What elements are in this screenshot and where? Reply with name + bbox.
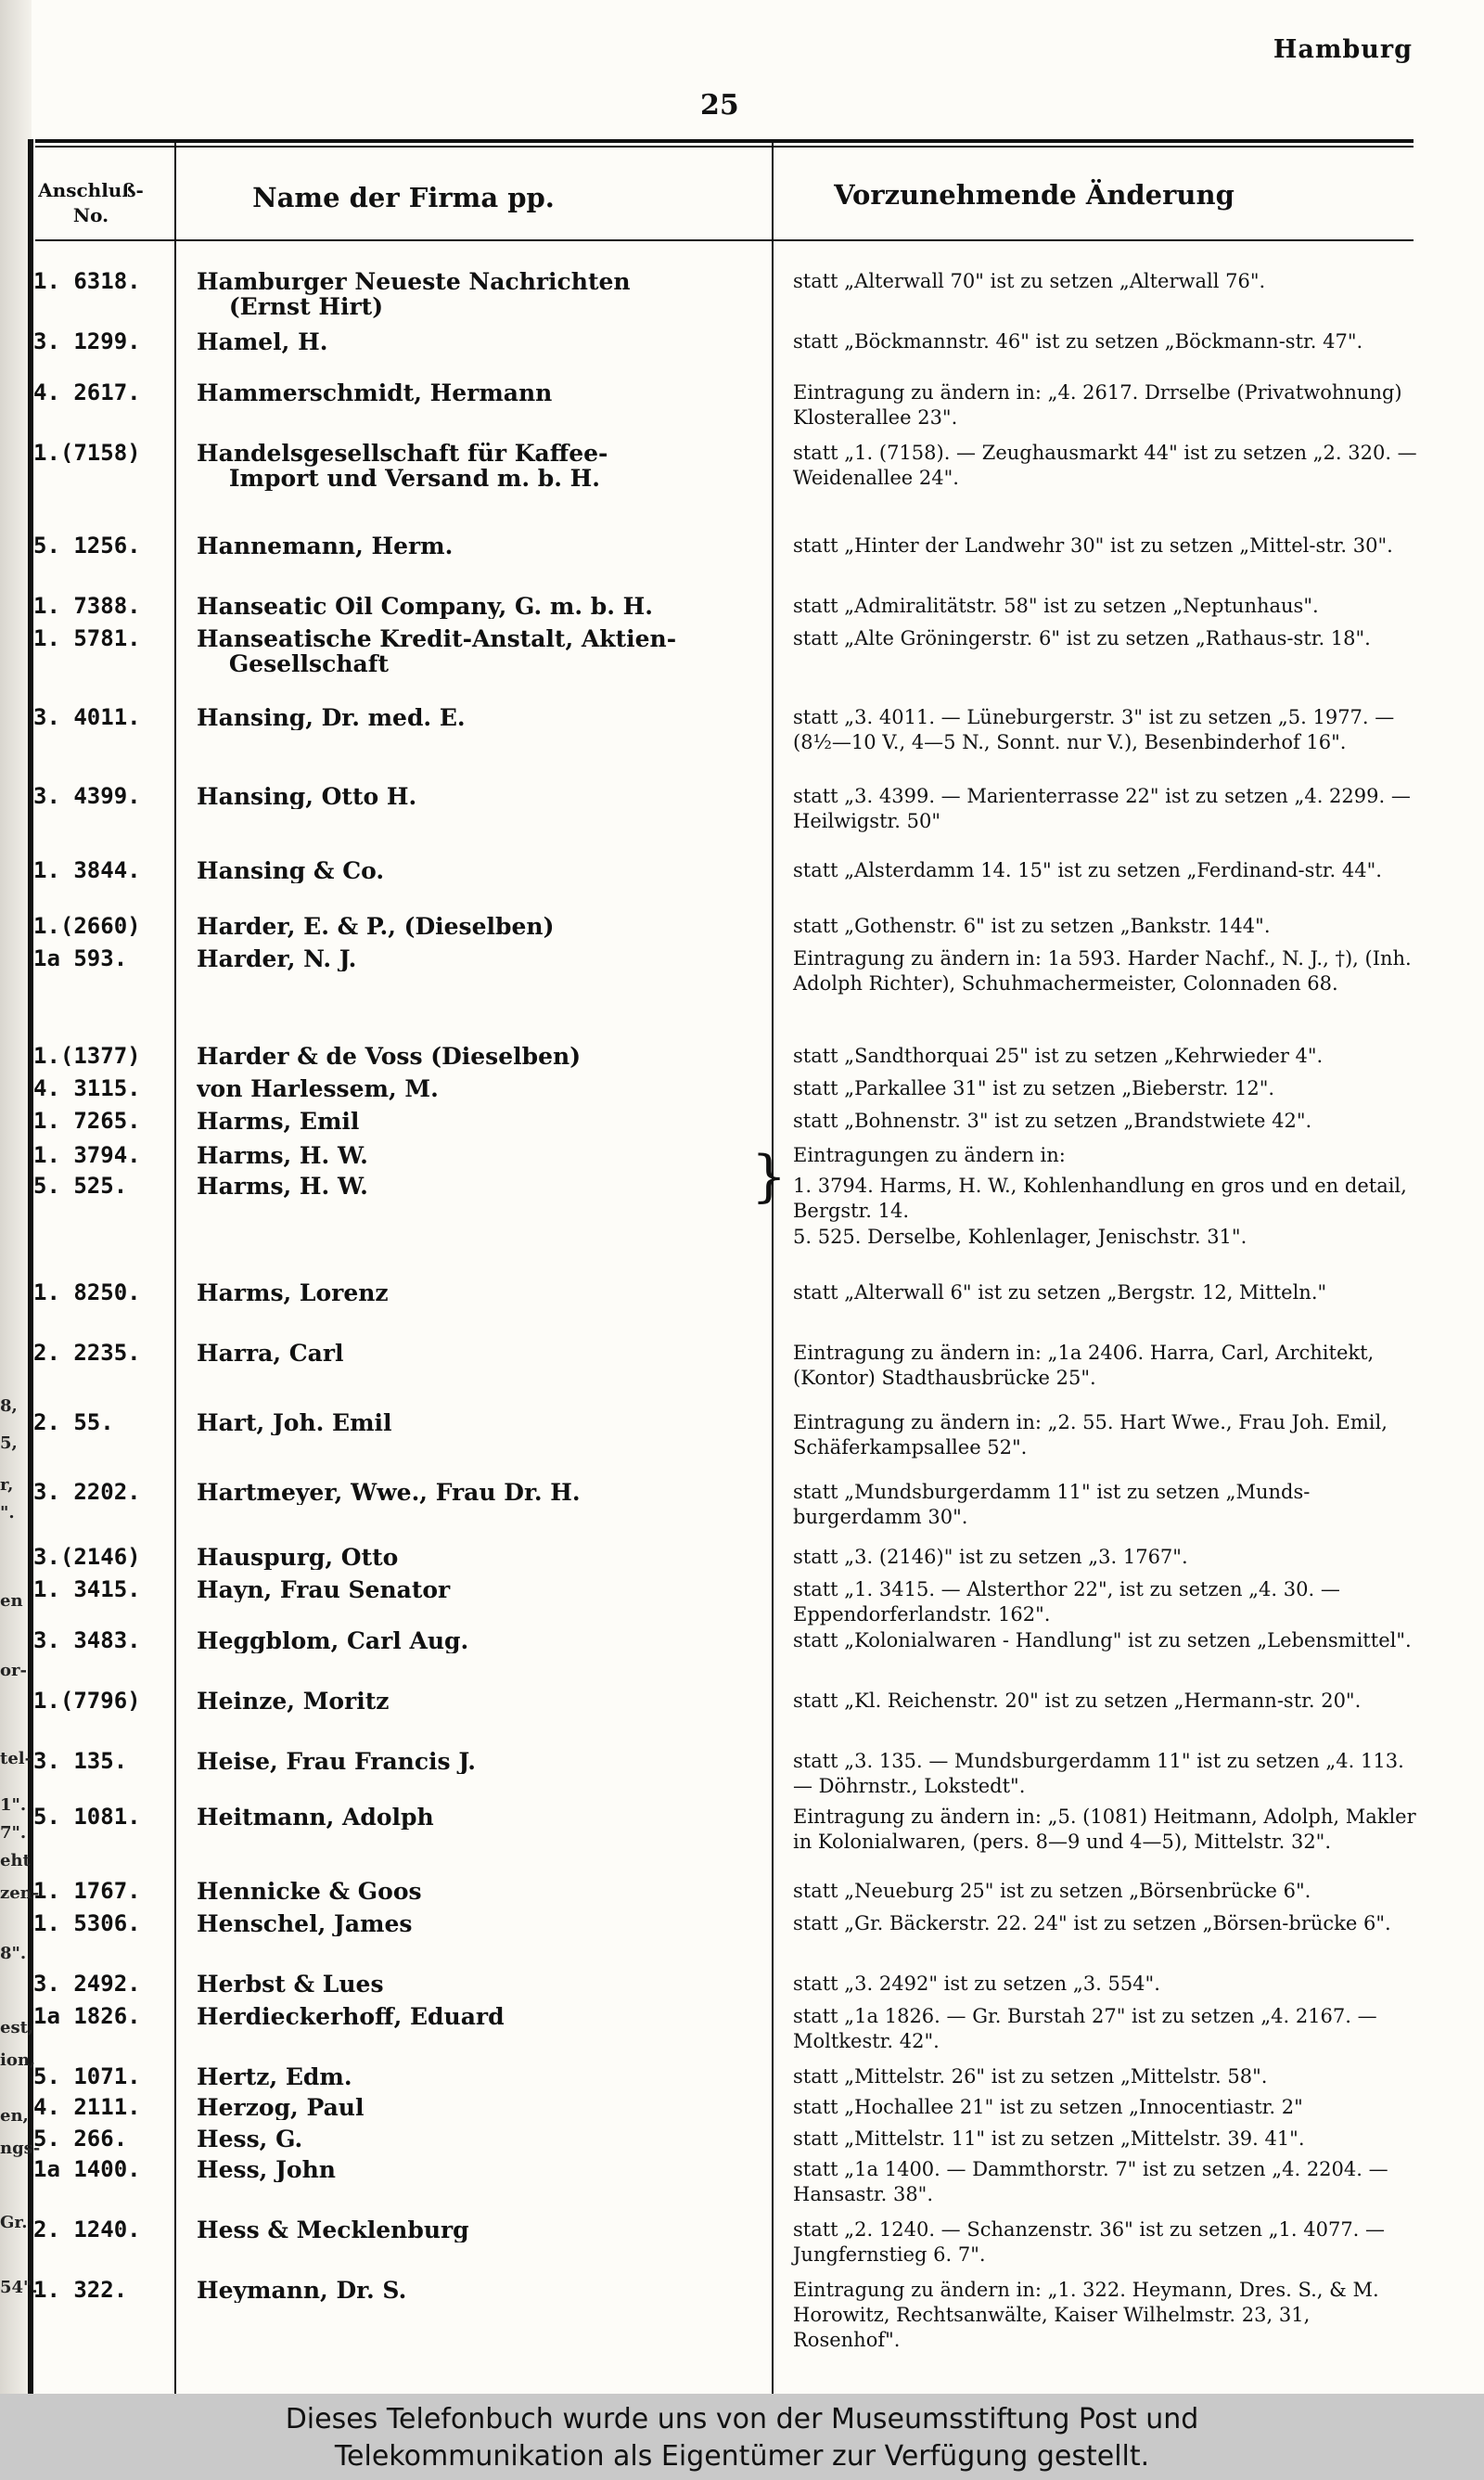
margin-fragment: ". bbox=[0, 1503, 15, 1523]
header-anschluss-no bbox=[37, 178, 145, 228]
firm-name: Hennicke & Goos bbox=[197, 1879, 422, 1904]
anschluss-number: 1.(2660) bbox=[33, 913, 141, 939]
anschluss-number: 3. 2492. bbox=[33, 1971, 141, 1997]
anschluss-number: 5. 266. bbox=[33, 2126, 128, 2152]
firm-name: Heitmann, Adolph bbox=[197, 1805, 434, 1830]
firm-name: Heggblom, Carl Aug. bbox=[197, 1628, 469, 1653]
change-text: statt „Böckmannstr. 46" ist zu setzen „Böckmann-str. 47". bbox=[793, 330, 1363, 353]
header-firm-name: Name der Firma pp. bbox=[252, 182, 555, 213]
change-text: statt „Alte Gröningerstr. 6" ist zu setzen „Rathaus-str. 18". bbox=[793, 627, 1371, 649]
firm-name: Hayn, Frau Senator bbox=[197, 1577, 451, 1602]
margin-fragment: r, bbox=[0, 1475, 14, 1495]
firm-name: Hartmeyer, Wwe., Frau Dr. H. bbox=[197, 1480, 581, 1505]
change-text: 5. 525. Derselbe, Kohlenlager, Jenischstr. 31". bbox=[793, 1226, 1247, 1248]
margin-fragment: 1". bbox=[0, 1795, 27, 1815]
anschluss-number: 1a 1400. bbox=[33, 2156, 141, 2182]
header-rule bbox=[35, 239, 1414, 241]
firm-name: Hertz, Edm. bbox=[197, 2064, 352, 2089]
change-text: Eintragung zu ändern in: „1. 322. Heymann, Dres. S., & M. Horowitz, Rechtsanwälte, Kaiser Wilhelmstr. 23, 31, Rosenhof". bbox=[793, 2279, 1379, 2351]
firm-name: Hess & Mecklenburg bbox=[197, 2217, 469, 2242]
anschluss-number: 1. 3794. bbox=[33, 1142, 141, 1168]
column-divider-2 bbox=[772, 141, 774, 2394]
column-divider-1 bbox=[174, 141, 176, 2394]
change-text: statt „3. 2492" ist zu setzen „3. 554". bbox=[793, 1972, 1160, 1995]
change-text: Eintragung zu ändern in: „2. 55. Hart Wwe., Frau Joh. Emil, Schäferkampsallee 52". bbox=[793, 1411, 1388, 1458]
change-text: statt „Hochallee 21" ist zu setzen „Innocentiastr. 2" bbox=[793, 2096, 1303, 2118]
firm-name: Harder, E. & P., (Dieselben) bbox=[197, 914, 555, 939]
firm-name: von Harlessem, M. bbox=[197, 1076, 439, 1101]
firm-name: Hansing, Dr. med. E. bbox=[197, 705, 466, 730]
firm-name: Harms, Emil bbox=[197, 1109, 360, 1134]
anschluss-number: 1. 6318. bbox=[33, 268, 141, 294]
anschluss-number: 1. 5306. bbox=[33, 1910, 141, 1936]
change-text: Eintragung zu ändern in: „4. 2617. Drrselbe (Privatwohnung) Klosterallee 23". bbox=[793, 381, 1402, 429]
firm-name: Handelsgesellschaft für Kaffee- Import und Versand m. b. H. bbox=[197, 441, 608, 491]
firm-name: Hess, G. bbox=[197, 2127, 303, 2152]
change-text: statt „3. (2146)" ist zu setzen „3. 1767". bbox=[793, 1546, 1188, 1568]
margin-fragment: 8". bbox=[0, 1944, 27, 1963]
firm-name: Harra, Carl bbox=[197, 1341, 344, 1366]
firm-name: Herzog, Paul bbox=[197, 2095, 365, 2120]
firm-name: Herbst & Lues bbox=[197, 1972, 384, 1997]
firm-name: Hart, Joh. Emil bbox=[197, 1410, 392, 1435]
change-text: statt „1a 1400. — Dammthorstr. 7" ist zu setzen „4. 2204. — Hansastr. 38". bbox=[793, 2158, 1388, 2205]
margin-fragment: en, bbox=[0, 2106, 29, 2126]
firm-name: Hamburger Neueste Nachrichten (Ernst Hirt) bbox=[197, 269, 631, 319]
margin-fragment: ion, bbox=[0, 2050, 36, 2070]
change-text: statt „Mundsburgerdamm 11" ist zu setzen „Munds-burgerdamm 30". bbox=[793, 1481, 1311, 1528]
anschluss-number: 3. 2202. bbox=[33, 1479, 141, 1505]
change-text: statt „2. 1240. — Schanzenstr. 36" ist zu setzen „1. 4077. — Jungfernstieg 6. 7". bbox=[793, 2218, 1386, 2266]
anschluss-number: 5. 1071. bbox=[33, 2063, 141, 2089]
margin-fragment: zen- bbox=[0, 1883, 40, 1903]
anschluss-number: 4. 3115. bbox=[33, 1075, 141, 1101]
firm-name: Hanseatic Oil Company, G. m. b. H. bbox=[197, 594, 653, 619]
firm-name: Harms, H. W. bbox=[197, 1174, 368, 1199]
change-text: statt „Gothenstr. 6" ist zu setzen „Bankstr. 144". bbox=[793, 915, 1271, 937]
change-text: statt „Admiralitätstr. 58" ist zu setzen „Neptunhaus". bbox=[793, 595, 1319, 617]
change-text: statt „Kolonialwaren - Handlung" ist zu setzen „Lebensmittel". bbox=[793, 1629, 1412, 1651]
anschluss-number: 4. 2111. bbox=[33, 2094, 141, 2120]
firm-name: Hansing & Co. bbox=[197, 858, 385, 883]
firm-name: Heymann, Dr. S. bbox=[197, 2278, 407, 2303]
anschluss-number: 1. 3844. bbox=[33, 857, 141, 883]
anschluss-number: 2. 1240. bbox=[33, 2217, 141, 2242]
change-text: statt „Mittelstr. 26" ist zu setzen „Mittelstr. 58". bbox=[793, 2065, 1268, 2088]
change-text: statt „3. 4399. — Marienterrasse 22" ist zu setzen „4. 2299. — Heilwigstr. 50" bbox=[793, 785, 1411, 832]
anschluss-number: 3. 4011. bbox=[33, 704, 141, 730]
firm-name: Hamel, H. bbox=[197, 329, 328, 354]
change-text: statt „1a 1826. — Gr. Burstah 27" ist zu setzen „4. 2167. — Moltkestr. 42". bbox=[793, 2005, 1377, 2052]
anschluss-number: 3. 3483. bbox=[33, 1627, 141, 1653]
change-text: statt „Mittelstr. 11" ist zu setzen „Mittelstr. 39. 41". bbox=[793, 2127, 1305, 2150]
change-text: statt „Neueburg 25" ist zu setzen „Börsenbrücke 6". bbox=[793, 1880, 1311, 1902]
change-text: Eintragung zu ändern in: „1a 2406. Harra, Carl, Architekt, (Kontor) Stadthausbrücke 25". bbox=[793, 1342, 1375, 1389]
margin-fragment: or- bbox=[0, 1661, 27, 1680]
anschluss-number: 4. 2617. bbox=[33, 379, 141, 405]
margin-fragment: 7". bbox=[0, 1823, 27, 1843]
change-text: Eintragung zu ändern in: 1a 593. Harder Nachf., N. J., †), (Inh. Adolph Richter), Schuhmachermeister, Colonnaden 68. bbox=[793, 947, 1412, 995]
change-text: Eintragung zu ändern in: „5. (1081) Heitmann, Adolph, Makler in Kolonialwaren, (pers. 8—9 und 4—5), Mittelstr. 32". bbox=[793, 1805, 1416, 1853]
firm-name: Harms, Lorenz bbox=[197, 1280, 389, 1305]
margin-fragment: 54". bbox=[0, 2278, 38, 2297]
margin-fragment: est, bbox=[0, 2018, 34, 2037]
firm-name: Heinze, Moritz bbox=[197, 1689, 390, 1714]
change-text: statt „Kl. Reichenstr. 20" ist zu setzen „Hermann-str. 20". bbox=[793, 1690, 1362, 1712]
margin-fragment: tel- bbox=[0, 1749, 32, 1768]
firm-name: Harder, N. J. bbox=[197, 946, 357, 971]
firm-name: Harder & de Voss (Dieselben) bbox=[197, 1044, 582, 1069]
footer-line-1: Dieses Telefonbuch wurde uns von der Museumsstiftung Post und bbox=[285, 2403, 1199, 2435]
firm-name: Henschel, James bbox=[197, 1911, 413, 1936]
anschluss-number: 1.(1377) bbox=[33, 1043, 141, 1069]
anschluss-number: 1. 7265. bbox=[33, 1108, 141, 1134]
margin-fragment: en bbox=[0, 1591, 23, 1611]
firm-name: Hannemann, Herm. bbox=[197, 533, 454, 559]
firm-name: Hess, John bbox=[197, 2157, 336, 2182]
change-text: statt „1. 3415. — Alsterthor 22", ist zu setzen „4. 30. — Eppendorferlandstr. 162". bbox=[793, 1578, 1340, 1625]
page-city: Hamburg bbox=[1273, 35, 1413, 64]
anschluss-number: 1a 1826. bbox=[33, 2003, 141, 2029]
firm-name: Hauspurg, Otto bbox=[197, 1545, 399, 1570]
footer-line-2: Telekommunikation als Eigentümer zur Verfügung gestellt. bbox=[334, 2440, 1150, 2473]
anschluss-number: 5. 525. bbox=[33, 1173, 128, 1199]
anschluss-number: 2. 55. bbox=[33, 1409, 114, 1435]
margin-fragment: ngs- bbox=[0, 2139, 41, 2158]
firm-name: Hanseatische Kredit-Anstalt, Aktien- Gesellschaft bbox=[197, 626, 677, 676]
firm-name: Hansing, Otto H. bbox=[197, 784, 417, 809]
margin-fragment: 5, bbox=[0, 1433, 18, 1453]
footer-notice bbox=[0, 2394, 1484, 2480]
anschluss-number: 1.(7796) bbox=[33, 1688, 141, 1714]
change-text: statt „Parkallee 31" ist zu setzen „Bieberstr. 12". bbox=[793, 1077, 1275, 1099]
anschluss-number: 1. 322. bbox=[33, 2277, 128, 2303]
margin-fragment: 8, bbox=[0, 1396, 18, 1416]
change-text: statt „3. 135. — Mundsburgerdamm 11" ist zu setzen „4. 113. — Döhrnstr., Lokstedt". bbox=[793, 1750, 1404, 1797]
brace-harms: } bbox=[751, 1144, 787, 1209]
change-text: statt „Gr. Bäckerstr. 22. 24" ist zu setzen „Börsen-brücke 6". bbox=[793, 1912, 1391, 1934]
top-rule-thin bbox=[35, 146, 1414, 148]
change-text: statt „Bohnenstr. 3" ist zu setzen „Brandstwiete 42". bbox=[793, 1110, 1312, 1132]
anschluss-number: 5. 1081. bbox=[33, 1804, 141, 1830]
change-text: statt „Alsterdamm 14. 15" ist zu setzen „Ferdinand-str. 44". bbox=[793, 859, 1382, 881]
change-text: statt „Alterwall 70" ist zu setzen „Alterwall 76". bbox=[793, 270, 1266, 292]
page-number: 25 bbox=[700, 89, 739, 122]
margin-fragment: eht bbox=[0, 1851, 31, 1870]
firm-name: Harms, H. W. bbox=[197, 1143, 368, 1168]
change-text: statt „3. 4011. — Lüneburgerstr. 3" ist zu setzen „5. 1977. — (8½—10 V., 4—5 N., Sonnt. nur V.), Besenbinderhof 16". bbox=[793, 706, 1395, 753]
firm-name: Herdieckerhoff, Eduard bbox=[197, 2004, 505, 2029]
anschluss-number: 1. 3415. bbox=[33, 1576, 141, 1602]
margin-fragment: Gr. bbox=[0, 2213, 28, 2232]
header-col1-line1: Anschluß- bbox=[38, 179, 144, 201]
anschluss-number: 5. 1256. bbox=[33, 533, 141, 559]
change-text: 1. 3794. Harms, H. W., Kohlenhandlung en gros und en detail, Bergstr. 14. bbox=[793, 1175, 1407, 1222]
change-text: statt „1. (7158). — Zeughausmarkt 44" ist zu setzen „2. 320. — Weidenallee 24". bbox=[793, 442, 1417, 489]
header-change: Vorzunehmende Änderung bbox=[834, 179, 1235, 211]
header-col1-line2: No. bbox=[72, 204, 109, 226]
change-text: Eintragungen zu ändern in: bbox=[793, 1144, 1066, 1166]
firm-name: Heise, Frau Francis J. bbox=[197, 1749, 476, 1774]
change-text: statt „Hinter der Landwehr 30" ist zu setzen „Mittel-str. 30". bbox=[793, 534, 1393, 557]
anschluss-number: 3. 135. bbox=[33, 1748, 128, 1774]
anschluss-number: 1. 7388. bbox=[33, 593, 141, 619]
anschluss-number: 3.(2146) bbox=[33, 1544, 141, 1570]
change-text: statt „Alterwall 6" ist zu setzen „Bergstr. 12, Mitteln." bbox=[793, 1281, 1327, 1304]
firm-name: Hammerschmidt, Hermann bbox=[197, 380, 553, 405]
top-rule bbox=[35, 139, 1414, 143]
anschluss-number: 1a 593. bbox=[33, 945, 128, 971]
anschluss-number: 1.(7158) bbox=[33, 440, 141, 466]
anschluss-number: 1. 8250. bbox=[33, 1279, 141, 1305]
anschluss-number: 2. 2235. bbox=[33, 1340, 141, 1366]
anschluss-number: 1. 5781. bbox=[33, 625, 141, 651]
anschluss-number: 1. 1767. bbox=[33, 1878, 141, 1904]
anschluss-number: 3. 1299. bbox=[33, 328, 141, 354]
anschluss-number: 3. 4399. bbox=[33, 783, 141, 809]
change-text: statt „Sandthorquai 25" ist zu setzen „Kehrwieder 4". bbox=[793, 1045, 1324, 1067]
